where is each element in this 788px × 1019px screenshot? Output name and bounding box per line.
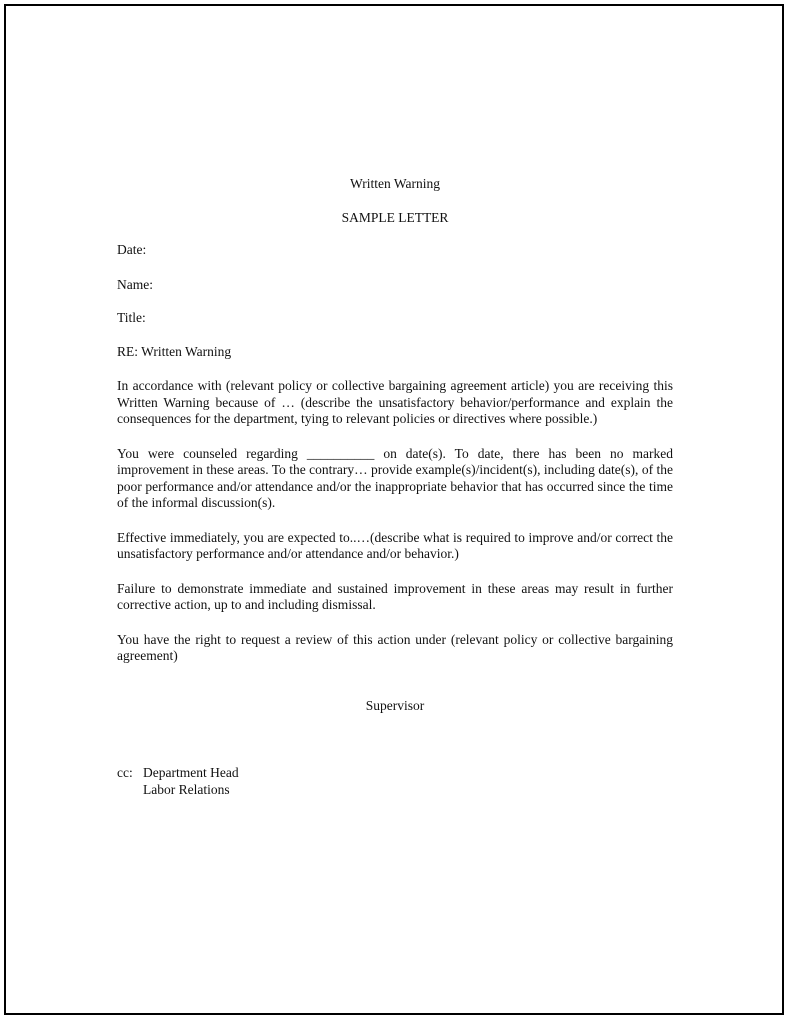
field-date: Date: [117, 242, 147, 257]
cc-block [117, 765, 673, 798]
field-re-subject: RE: Written Warning [117, 343, 232, 359]
cc-name-labor-relations: Labor Relations [143, 781, 230, 797]
cc-names [143, 765, 239, 798]
paragraph-review-right: You have the right to request a review of this action under (relevant policy or collective bargaining agreement) [117, 631, 673, 663]
letter-content [117, 0, 673, 798]
paragraph-failure: Failure to demonstrate immediate and sustained improvement in these areas may result in further corrective action, up to and including dismissal. [117, 580, 673, 612]
cc-name-department-head: Department Head [143, 765, 239, 780]
field-title: Title: [117, 310, 146, 325]
paragraph-counseled: You were counseled regarding __________ on date(s). To date, there has been no marked improvement in these areas. To the contrary… provide example(s)/incident(s), including date(s), of the poor performance and/or attendance and/or the inappropriate behavior that has occurred since the time of the informal discussion(s). [117, 445, 673, 510]
doc-title: Written Warning [350, 176, 440, 191]
doc-subtitle: SAMPLE LETTER [341, 209, 449, 225]
signature-supervisor: Supervisor [365, 697, 425, 713]
paragraph-accordance: In accordance with (relevant policy or collective bargaining agreement article) you are receiving this Written Warning because of … (describe the unsatisfactory behavior/performance and explain the consequences for the department, tying to relevant policies or directives where possible.) [117, 378, 673, 426]
field-name: Name: [117, 276, 153, 292]
cc-label: cc: [117, 765, 133, 780]
paragraph-effective: Effective immediately, you are expected to..…(describe what is required to improve and/or correct the unsatisfactory performance and/or attendance and/or behavior.) [117, 529, 673, 561]
